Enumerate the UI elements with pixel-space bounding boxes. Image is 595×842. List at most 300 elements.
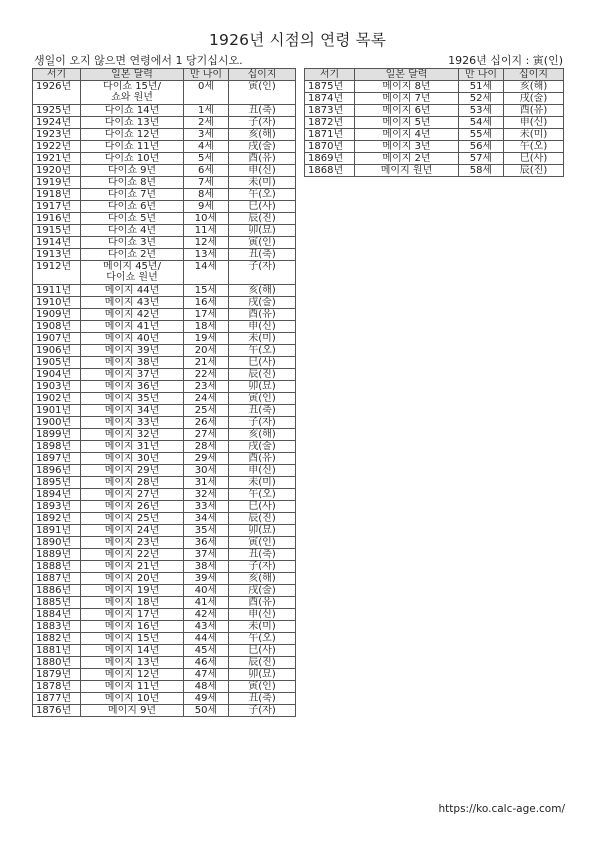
age-cell: 25세 [184, 405, 229, 417]
site-url: https://ko.calc-age.com/ [438, 803, 565, 815]
year-cell: 1917년 [33, 201, 81, 213]
age-cell: 40세 [184, 585, 229, 597]
year-cell: 1881년 [33, 645, 81, 657]
table-row [33, 297, 296, 309]
japanese-era-cell: 메이지 29년 [81, 465, 184, 477]
age-cell: 1세 [184, 105, 229, 117]
japanese-era-cell: 메이지 23년 [81, 537, 184, 549]
zodiac-cell: 午(오) [504, 141, 564, 153]
japanese-era-cell: 메이지 16년 [81, 621, 184, 633]
header-japanese-era: 일본 달력 [355, 69, 459, 81]
age-cell: 14세 [184, 261, 229, 285]
table-row [33, 705, 296, 717]
zodiac-cell: 酉(유) [229, 153, 296, 165]
zodiac-cell: 寅(인) [229, 237, 296, 249]
zodiac-cell: 丑(축) [229, 693, 296, 705]
age-cell: 24세 [184, 393, 229, 405]
header-year: 서기 [305, 69, 355, 81]
japanese-era-cell: 다이쇼 10년 [81, 153, 184, 165]
zodiac-cell: 未(미) [229, 621, 296, 633]
year-cell: 1890년 [33, 537, 81, 549]
year-cell: 1912년 [33, 261, 81, 285]
age-cell: 10세 [184, 213, 229, 225]
zodiac-cell: 丑(축) [229, 549, 296, 561]
year-cell: 1921년 [33, 153, 81, 165]
header-age: 만 나이 [184, 69, 229, 81]
page-title: 1926년 시점의 연령 목록 [208, 31, 386, 49]
table-row [33, 501, 296, 513]
year-cell: 1915년 [33, 225, 81, 237]
zodiac-cell: 亥(해) [229, 129, 296, 141]
year-cell: 1878년 [33, 681, 81, 693]
zodiac-cell: 巳(사) [504, 153, 564, 165]
japanese-era-cell: 메이지 17년 [81, 609, 184, 621]
zodiac-cell: 申(신) [229, 609, 296, 621]
zodiac-cell: 辰(진) [229, 213, 296, 225]
year-cell: 1877년 [33, 693, 81, 705]
zodiac-cell: 酉(유) [229, 597, 296, 609]
age-cell: 28세 [184, 441, 229, 453]
table-row [33, 441, 296, 453]
japanese-era-cell: 메이지 13년 [81, 657, 184, 669]
year-cell: 1868년 [305, 165, 355, 177]
japanese-era-cell: 메이지 10년 [81, 693, 184, 705]
japanese-era-cell: 다이쇼 8년 [81, 177, 184, 189]
age-cell: 5세 [184, 153, 229, 165]
age-cell: 21세 [184, 357, 229, 369]
age-cell: 3세 [184, 129, 229, 141]
table-row [33, 453, 296, 465]
table-row [33, 237, 296, 249]
age-cell: 49세 [184, 693, 229, 705]
table-row [305, 165, 564, 177]
year-cell: 1887년 [33, 573, 81, 585]
japanese-era-cell: 다이쇼 6년 [81, 201, 184, 213]
year-cell: 1920년 [33, 165, 81, 177]
table-row [33, 189, 296, 201]
zodiac-cell: 申(신) [229, 165, 296, 177]
japanese-era-cell: 메이지 38년 [81, 357, 184, 369]
age-cell: 4세 [184, 141, 229, 153]
table-row [33, 609, 296, 621]
year-cell: 1897년 [33, 453, 81, 465]
year-cell: 1923년 [33, 129, 81, 141]
zodiac-cell: 亥(해) [229, 573, 296, 585]
zodiac-cell: 戌(술) [229, 297, 296, 309]
header-zodiac: 십이지 [504, 69, 564, 81]
year-cell: 1871년 [305, 129, 355, 141]
year-cell: 1903년 [33, 381, 81, 393]
zodiac-cell: 辰(진) [229, 513, 296, 525]
table-row [33, 405, 296, 417]
year-cell: 1886년 [33, 585, 81, 597]
year-cell: 1925년 [33, 105, 81, 117]
age-cell: 16세 [184, 297, 229, 309]
year-cell: 1883년 [33, 621, 81, 633]
age-cell: 45세 [184, 645, 229, 657]
japanese-era-cell: 메이지 39년 [81, 345, 184, 357]
year-cell: 1901년 [33, 405, 81, 417]
age-cell: 44세 [184, 633, 229, 645]
year-cell: 1876년 [33, 705, 81, 717]
table-row [33, 525, 296, 537]
age-cell: 54세 [459, 117, 504, 129]
japanese-era-cell: 메이지 37년 [81, 369, 184, 381]
age-cell: 42세 [184, 609, 229, 621]
japanese-era-cell: 다이쇼 12년 [81, 129, 184, 141]
age-cell: 34세 [184, 513, 229, 525]
japanese-era-cell: 메이지 35년 [81, 393, 184, 405]
japanese-era-cell: 다이쇼 9년 [81, 165, 184, 177]
age-cell: 30세 [184, 465, 229, 477]
zodiac-cell: 子(자) [229, 117, 296, 129]
year-cell: 1888년 [33, 561, 81, 573]
age-cell: 38세 [184, 561, 229, 573]
age-cell: 47세 [184, 669, 229, 681]
year-cell: 1896년 [33, 465, 81, 477]
zodiac-cell: 卯(묘) [229, 525, 296, 537]
age-cell: 56세 [459, 141, 504, 153]
age-cell: 8세 [184, 189, 229, 201]
japanese-era-cell: 메이지 12년 [81, 669, 184, 681]
year-cell: 1869년 [305, 153, 355, 165]
zodiac-cell: 未(미) [504, 129, 564, 141]
table-row [33, 321, 296, 333]
age-cell: 12세 [184, 237, 229, 249]
table-row [305, 141, 564, 153]
japanese-era-cell: 다이쇼 7년 [81, 189, 184, 201]
table-row [305, 93, 564, 105]
header-age: 만 나이 [459, 69, 504, 81]
age-cell: 23세 [184, 381, 229, 393]
age-cell: 43세 [184, 621, 229, 633]
age-cell: 32세 [184, 489, 229, 501]
japanese-era-cell: 메이지 24년 [81, 525, 184, 537]
year-cell: 1902년 [33, 393, 81, 405]
age-cell: 36세 [184, 537, 229, 549]
japanese-era-cell: 메이지 2년 [355, 153, 459, 165]
year-cell: 1895년 [33, 477, 81, 489]
zodiac-cell: 卯(묘) [229, 225, 296, 237]
japanese-era-cell: 메이지 19년 [81, 585, 184, 597]
zodiac-cell: 申(신) [229, 321, 296, 333]
zodiac-cell: 丑(축) [229, 405, 296, 417]
zodiac-cell: 午(오) [229, 189, 296, 201]
year-cell: 1898년 [33, 441, 81, 453]
age-cell: 27세 [184, 429, 229, 441]
japanese-era-cell: 메이지 40년 [81, 333, 184, 345]
zodiac-cell: 戌(술) [504, 93, 564, 105]
year-cell: 1918년 [33, 189, 81, 201]
age-cell: 15세 [184, 285, 229, 297]
table-row [33, 129, 296, 141]
year-cell: 1882년 [33, 633, 81, 645]
zodiac-cell: 戌(술) [229, 141, 296, 153]
table-row [33, 381, 296, 393]
japanese-era-cell: 메이지 30년 [81, 453, 184, 465]
header-zodiac: 십이지 [229, 69, 296, 81]
japanese-era-cell: 메이지 44년 [81, 285, 184, 297]
year-cell: 1924년 [33, 117, 81, 129]
japanese-era-cell: 다이쇼 2년 [81, 249, 184, 261]
zodiac-cell: 寅(인) [229, 393, 296, 405]
table-row [33, 633, 296, 645]
table-row [33, 573, 296, 585]
age-cell: 48세 [184, 681, 229, 693]
year-cell: 1894년 [33, 489, 81, 501]
year-cell: 1875년 [305, 81, 355, 93]
table-row [33, 537, 296, 549]
age-cell: 7세 [184, 177, 229, 189]
zodiac-cell: 子(자) [229, 261, 296, 285]
japanese-era-cell: 메이지 31년 [81, 441, 184, 453]
year-cell: 1907년 [33, 333, 81, 345]
table-row [33, 249, 296, 261]
table-row [33, 345, 296, 357]
table-row [305, 153, 564, 165]
table-row [33, 597, 296, 609]
table-row [33, 369, 296, 381]
zodiac-cell: 未(미) [229, 333, 296, 345]
age-cell: 35세 [184, 525, 229, 537]
zodiac-cell: 亥(해) [229, 285, 296, 297]
year-cell: 1914년 [33, 237, 81, 249]
japanese-era-cell: 메이지 36년 [81, 381, 184, 393]
table-row [33, 357, 296, 369]
japanese-era-cell: 메이지 28년 [81, 477, 184, 489]
japanese-era-cell: 메이지 9년 [81, 705, 184, 717]
year-cell: 1893년 [33, 501, 81, 513]
age-cell: 0세 [184, 81, 229, 105]
japanese-era-cell: 메이지 원년 [355, 165, 459, 177]
zodiac-cell: 寅(인) [229, 81, 296, 105]
zodiac-cell: 戌(술) [229, 585, 296, 597]
japanese-era-cell: 메이지 32년 [81, 429, 184, 441]
zodiac-cell: 申(신) [229, 465, 296, 477]
year-cell: 1873년 [305, 105, 355, 117]
year-cell: 1880년 [33, 657, 81, 669]
year-cell: 1884년 [33, 609, 81, 621]
table-row [33, 669, 296, 681]
japanese-era-cell: 메이지 22년 [81, 549, 184, 561]
age-cell: 41세 [184, 597, 229, 609]
japanese-era-cell: 다이쇼 13년 [81, 117, 184, 129]
table-row [33, 429, 296, 441]
age-cell: 22세 [184, 369, 229, 381]
year-cell: 1905년 [33, 357, 81, 369]
year-cell: 1919년 [33, 177, 81, 189]
table-row [33, 693, 296, 705]
japanese-era-cell: 메이지 41년 [81, 321, 184, 333]
age-cell: 57세 [459, 153, 504, 165]
zodiac-cell: 巳(사) [229, 357, 296, 369]
age-cell: 37세 [184, 549, 229, 561]
birthday-note: 생일이 오지 않으면 연령에서 1 당기십시오. [34, 54, 243, 67]
japanese-era-cell: 메이지 11년 [81, 681, 184, 693]
japanese-era-cell: 메이지 21년 [81, 561, 184, 573]
header-japanese-era: 일본 달력 [81, 69, 184, 81]
zodiac-cell: 午(오) [229, 489, 296, 501]
table-row [33, 213, 296, 225]
age-cell: 2세 [184, 117, 229, 129]
age-cell: 20세 [184, 345, 229, 357]
age-cell: 33세 [184, 501, 229, 513]
year-cell: 1916년 [33, 213, 81, 225]
zodiac-cell: 巳(사) [229, 201, 296, 213]
table-header-row [305, 69, 564, 81]
zodiac-info: 1926년 십이지 : 寅(인) [448, 54, 563, 67]
table-row [305, 117, 564, 129]
table-row [305, 105, 564, 117]
year-cell: 1874년 [305, 93, 355, 105]
year-cell: 1922년 [33, 141, 81, 153]
table-row [33, 201, 296, 213]
zodiac-cell: 丑(축) [229, 105, 296, 117]
japanese-era-cell: 메이지 7년 [355, 93, 459, 105]
zodiac-cell: 亥(해) [504, 81, 564, 93]
age-cell: 55세 [459, 129, 504, 141]
zodiac-cell: 子(자) [229, 705, 296, 717]
age-cell: 6세 [184, 165, 229, 177]
table-row [33, 153, 296, 165]
japanese-era-cell: 메이지 34년 [81, 405, 184, 417]
header-year: 서기 [33, 69, 81, 81]
table-row [33, 477, 296, 489]
zodiac-cell: 午(오) [229, 345, 296, 357]
table-row [33, 657, 296, 669]
table-row [33, 165, 296, 177]
year-cell: 1899년 [33, 429, 81, 441]
table-row [33, 81, 296, 105]
table-row [33, 489, 296, 501]
table-row [33, 465, 296, 477]
japanese-era-cell: 메이지 42년 [81, 309, 184, 321]
age-cell: 39세 [184, 573, 229, 585]
year-cell: 1889년 [33, 549, 81, 561]
age-cell: 9세 [184, 201, 229, 213]
japanese-era-cell: 메이지 45년/ 다이쇼 원년 [81, 261, 184, 285]
japanese-era-cell: 메이지 26년 [81, 501, 184, 513]
table-row [33, 645, 296, 657]
age-table-right [304, 68, 564, 177]
year-cell: 1892년 [33, 513, 81, 525]
zodiac-cell: 子(자) [229, 561, 296, 573]
japanese-era-cell: 메이지 3년 [355, 141, 459, 153]
japanese-era-cell: 메이지 25년 [81, 513, 184, 525]
table-row [33, 513, 296, 525]
year-cell: 1910년 [33, 297, 81, 309]
japanese-era-cell: 다이쇼 5년 [81, 213, 184, 225]
age-cell: 26세 [184, 417, 229, 429]
table-row [33, 333, 296, 345]
zodiac-cell: 未(미) [229, 477, 296, 489]
table-row [33, 285, 296, 297]
age-cell: 50세 [184, 705, 229, 717]
year-cell: 1870년 [305, 141, 355, 153]
age-table-left [32, 68, 296, 717]
age-cell: 51세 [459, 81, 504, 93]
zodiac-cell: 卯(묘) [229, 381, 296, 393]
year-cell: 1885년 [33, 597, 81, 609]
zodiac-cell: 巳(사) [229, 645, 296, 657]
table-row [33, 549, 296, 561]
year-cell: 1872년 [305, 117, 355, 129]
year-cell: 1879년 [33, 669, 81, 681]
zodiac-cell: 戌(술) [229, 441, 296, 453]
age-cell: 52세 [459, 93, 504, 105]
age-cell: 17세 [184, 309, 229, 321]
table-row [33, 417, 296, 429]
table-row [33, 585, 296, 597]
japanese-era-cell: 메이지 15년 [81, 633, 184, 645]
japanese-era-cell: 다이쇼 15년/ 쇼와 원년 [81, 81, 184, 105]
age-cell: 29세 [184, 453, 229, 465]
zodiac-cell: 辰(진) [229, 657, 296, 669]
zodiac-cell: 申(신) [504, 117, 564, 129]
zodiac-cell: 辰(진) [229, 369, 296, 381]
table-row [33, 309, 296, 321]
japanese-era-cell: 메이지 43년 [81, 297, 184, 309]
japanese-era-cell: 다이쇼 3년 [81, 237, 184, 249]
zodiac-cell: 丑(축) [229, 249, 296, 261]
table-row [33, 225, 296, 237]
year-cell: 1913년 [33, 249, 81, 261]
age-cell: 18세 [184, 321, 229, 333]
year-cell: 1909년 [33, 309, 81, 321]
japanese-era-cell: 메이지 8년 [355, 81, 459, 93]
zodiac-cell: 卯(묘) [229, 669, 296, 681]
age-cell: 46세 [184, 657, 229, 669]
age-cell: 11세 [184, 225, 229, 237]
table-row [33, 105, 296, 117]
year-cell: 1911년 [33, 285, 81, 297]
table-row [305, 81, 564, 93]
zodiac-cell: 酉(유) [229, 309, 296, 321]
zodiac-cell: 未(미) [229, 177, 296, 189]
japanese-era-cell: 메이지 33년 [81, 417, 184, 429]
age-cell: 19세 [184, 333, 229, 345]
table-row [33, 621, 296, 633]
year-cell: 1926년 [33, 81, 81, 105]
year-cell: 1900년 [33, 417, 81, 429]
japanese-era-cell: 메이지 20년 [81, 573, 184, 585]
table-row [33, 561, 296, 573]
japanese-era-cell: 다이쇼 11년 [81, 141, 184, 153]
year-cell: 1906년 [33, 345, 81, 357]
zodiac-cell: 寅(인) [229, 537, 296, 549]
table-row [305, 129, 564, 141]
japanese-era-cell: 메이지 14년 [81, 645, 184, 657]
table-row [33, 141, 296, 153]
age-cell: 13세 [184, 249, 229, 261]
japanese-era-cell: 메이지 18년 [81, 597, 184, 609]
zodiac-cell: 寅(인) [229, 681, 296, 693]
japanese-era-cell: 메이지 6년 [355, 105, 459, 117]
age-cell: 58세 [459, 165, 504, 177]
age-cell: 31세 [184, 477, 229, 489]
japanese-era-cell: 다이쇼 4년 [81, 225, 184, 237]
year-cell: 1904년 [33, 369, 81, 381]
table-row [33, 681, 296, 693]
zodiac-cell: 午(오) [229, 633, 296, 645]
year-cell: 1908년 [33, 321, 81, 333]
japanese-era-cell: 다이쇼 14년 [81, 105, 184, 117]
zodiac-cell: 酉(유) [229, 453, 296, 465]
table-row [33, 177, 296, 189]
table-row [33, 261, 296, 285]
zodiac-cell: 酉(유) [504, 105, 564, 117]
year-cell: 1891년 [33, 525, 81, 537]
